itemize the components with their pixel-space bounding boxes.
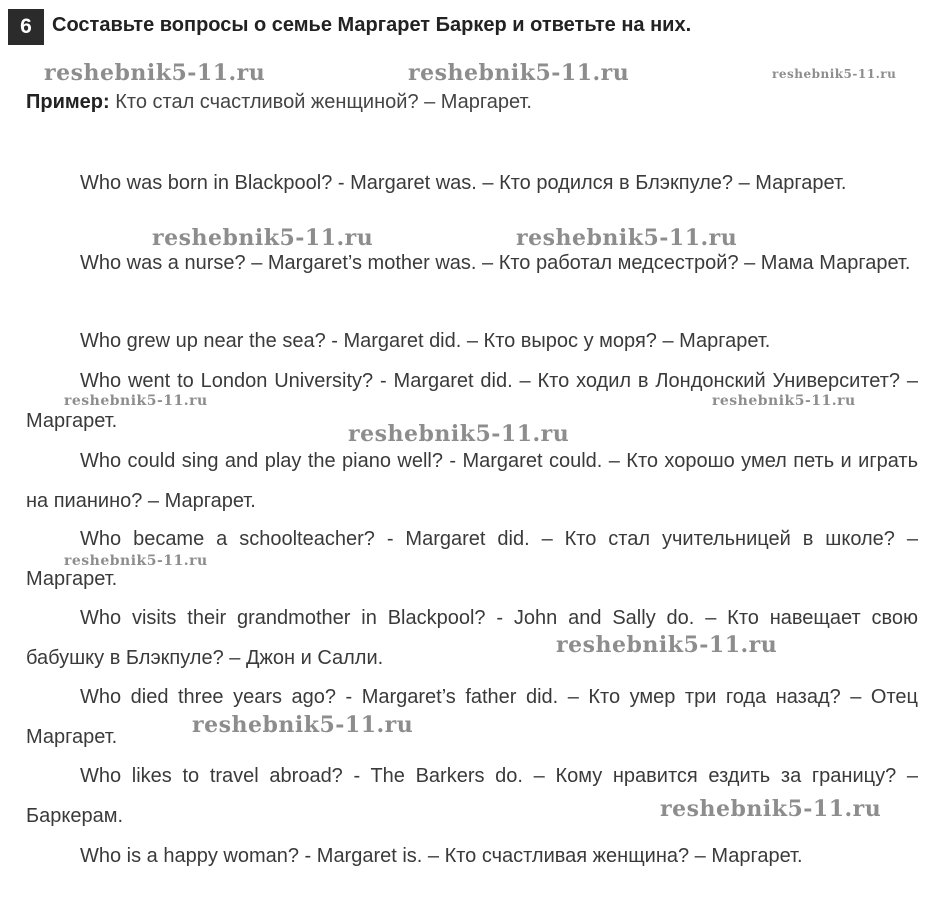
- answer-paragraph: Who visits their grandmother in Blackpool? - John and Sally do. – Кто навещает свою бабушку в Блэкпуле? – Джон и Салли.: [26, 607, 918, 669]
- watermark: reshebnik5-11.ru: [660, 796, 882, 822]
- answer-paragraph: Who could sing and play the piano well? - Margaret could. – Кто хорошо умел петь и играть на пианино? – Маргарет.: [26, 450, 918, 512]
- answer-paragraph: Who became a schoolteacher? - Margaret did. – Кто стал учительницей в школе? – Маргарет.: [26, 528, 918, 590]
- example-text: Кто стал счастливой женщиной? – Маргарет.: [109, 91, 532, 113]
- watermark: reshebnik5-11.ru: [408, 60, 630, 86]
- watermark: reshebnik5-11.ru: [772, 67, 897, 81]
- watermark: reshebnik5-11.ru: [152, 225, 374, 251]
- example-line: [26, 91, 532, 114]
- watermark: reshebnik5-11.ru: [712, 393, 856, 409]
- watermark: reshebnik5-11.ru: [64, 393, 208, 409]
- answer-paragraph: Who likes to travel abroad? - The Barkers do. – Кому нравится ездить за границу? – Баркерам.: [26, 765, 918, 827]
- answer-paragraph: Who went to London University? - Margaret did. – Кто ходил в Лондонский Университет? – Маргарет.: [26, 370, 918, 432]
- watermark: reshebnik5-11.ru: [44, 60, 266, 86]
- watermark: reshebnik5-11.ru: [516, 225, 738, 251]
- answer-paragraph: Who is a happy woman? - Margaret is. – Кто счастливая женщина? – Маргарет.: [80, 845, 803, 867]
- answer-paragraph: Who was born in Blackpool? - Margaret was. – Кто родился в Блэкпуле? – Маргарет.: [80, 172, 847, 194]
- answer-paragraph: Who was a nurse? – Margaret’s mother was. – Кто работал медсестрой? – Мама Маргарет.: [80, 252, 911, 274]
- task-number-badge: 6: [8, 9, 44, 45]
- watermark: reshebnik5-11.ru: [192, 712, 414, 738]
- task-title: Составьте вопросы о семье Маргарет Баркер и ответьте на них.: [52, 14, 692, 36]
- watermark: reshebnik5-11.ru: [348, 421, 570, 447]
- answer-paragraph: Who grew up near the sea? - Margaret did. – Кто вырос у моря? – Маргарет.: [80, 330, 771, 352]
- watermark: reshebnik5-11.ru: [556, 632, 778, 658]
- answer-paragraph: Who died three years ago? - Margaret’s father did. – Кто умер три года назад? – Отец Маргарет.: [26, 686, 918, 748]
- watermark: reshebnik5-11.ru: [64, 553, 208, 569]
- example-label: Пример:: [26, 91, 110, 113]
